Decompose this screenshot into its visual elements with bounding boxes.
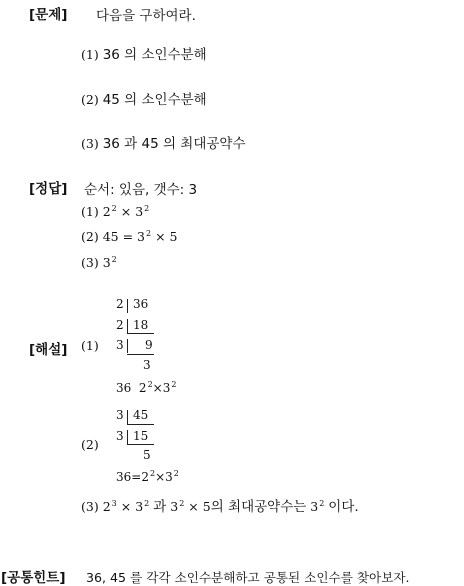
base: 3 [310, 499, 319, 514]
exponent: 2 [149, 469, 156, 478]
division-line [127, 333, 154, 334]
exponent: 2 [111, 204, 117, 213]
dividend: 45 [133, 408, 149, 422]
quotient: 5 [143, 448, 151, 462]
operator: × 5 [188, 499, 211, 514]
divisor: 3 [116, 429, 124, 443]
equation-lhs: 36= [116, 470, 142, 484]
exponent: 2 [147, 380, 153, 389]
statement-text: 이다. [328, 499, 359, 515]
division-bar [127, 299, 128, 313]
division-bar [127, 410, 128, 424]
explanation-tag: [해설] [29, 342, 68, 358]
explanation-1-result [116, 380, 176, 395]
base: 2 [102, 499, 111, 514]
exponent: 2 [146, 229, 152, 238]
operator: × [152, 381, 163, 395]
problem-item-1 [81, 43, 207, 63]
base: 2 [102, 204, 111, 219]
exponent: 3 [111, 499, 117, 508]
problem-item-2 [81, 88, 207, 108]
explanation-number: (3) [81, 499, 99, 514]
explanation-1-number: (1) [81, 338, 99, 353]
base: 3 [135, 499, 144, 514]
base: 3 [170, 499, 179, 514]
statement-text: 의 최대공약수는 [210, 499, 307, 515]
answer-tag: [정답] [29, 181, 68, 197]
dividend: 15 [133, 429, 149, 443]
exponent: 2 [144, 499, 150, 508]
explanation-2-number: (2) [81, 437, 99, 452]
answer-2 [81, 229, 177, 244]
divisor: 2 [116, 318, 124, 332]
division-line [127, 354, 154, 355]
answer-number: (2) [81, 229, 99, 244]
hint-tag: [공통힌트] [1, 570, 66, 586]
answer-number: (1) [81, 204, 99, 219]
problem-tag: [문제] [29, 7, 68, 23]
base: 3 [137, 229, 145, 244]
exponent: 2 [173, 469, 179, 478]
base: 3 [165, 470, 173, 484]
division-bar [127, 430, 128, 444]
answer-number: (3) [81, 255, 99, 270]
base: 3 [102, 255, 111, 270]
division-line [127, 444, 154, 445]
exponent: 2 [171, 380, 177, 389]
item-number: (2) [81, 92, 99, 107]
operator: × 5 [155, 229, 178, 244]
divisor: 3 [116, 408, 124, 422]
dividend: 9 [145, 338, 153, 352]
exponent: 2 [144, 204, 150, 213]
base: 2 [138, 381, 147, 395]
exponent: 2 [319, 499, 325, 508]
base: 3 [162, 381, 171, 395]
problem-item-3 [81, 132, 246, 152]
exponent: 2 [179, 499, 185, 508]
dividend: 18 [133, 318, 149, 332]
operator: × [155, 470, 166, 484]
quotient: 3 [143, 358, 151, 372]
answer-order-line: 순서: 있음, 갯수: 3 [84, 182, 198, 198]
conjunction: 과 [153, 499, 167, 515]
exponent: 2 [111, 255, 117, 264]
item-text: 45 의 소인수분해 [102, 92, 207, 108]
equation-lhs: 36 [116, 381, 132, 395]
base: 2 [141, 470, 149, 484]
item-number: (1) [81, 47, 99, 62]
hint-text: 36, 45 를 각각 소인수분해하고 공통된 소인수를 찾아보자. [86, 570, 410, 585]
answer-1 [81, 204, 149, 219]
problem-instruction: 다음을 구하여라. [96, 8, 196, 24]
item-text: 36 의 소인수분해 [102, 47, 207, 63]
operator: × [120, 499, 132, 514]
explanation-2-result [116, 469, 179, 484]
divisor: 3 [116, 338, 124, 352]
equation-lhs: 45 = [102, 229, 134, 244]
division-bar [127, 319, 128, 333]
item-text: 36 과 45 의 최대공약수 [102, 136, 246, 152]
base: 3 [135, 204, 144, 219]
item-number: (3) [81, 136, 99, 151]
divisor: 2 [116, 297, 124, 311]
dividend: 36 [133, 297, 149, 311]
division-bar [127, 339, 128, 353]
explanation-3 [81, 495, 359, 515]
answer-3 [81, 255, 117, 270]
division-line [127, 424, 154, 425]
operator: × [120, 204, 132, 219]
